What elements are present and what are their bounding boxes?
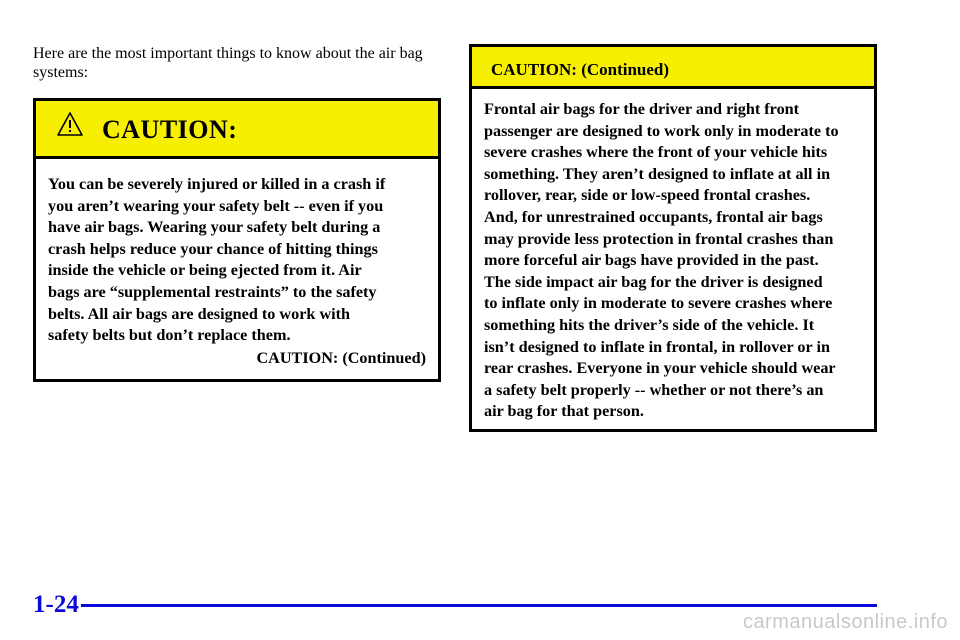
caution-continued-title: CAUTION: (Continued) xyxy=(491,60,670,79)
caution-line: safety belts but don’t replace them. xyxy=(48,326,291,345)
warning-triangle-icon xyxy=(57,112,83,136)
watermark: carmanualsonline.info xyxy=(742,611,948,633)
caution-line: inside the vehicle or being ejected from it. Air xyxy=(48,261,362,280)
caution-line: air bag for that person. xyxy=(484,402,644,421)
caution-line: passenger are designed to work only in moderate to xyxy=(484,121,839,140)
page-footer-rule xyxy=(81,604,877,607)
caution-box-left xyxy=(33,98,441,382)
caution-title: CAUTION: xyxy=(102,115,238,144)
caution-line: You can be severely injured or killed in a crash if xyxy=(48,175,386,193)
caution-line: have air bags. Wearing your safety belt during a xyxy=(48,218,381,237)
caution-body xyxy=(472,89,874,423)
caution-box-right xyxy=(469,44,877,432)
caution-line: may provide less protection in frontal crashes than xyxy=(484,229,834,248)
caution-line: Frontal air bags for the driver and right front xyxy=(484,100,800,118)
caution-line: something. They aren’t designed to inflate at all in xyxy=(484,164,831,183)
caution-line: The side impact air bag for the driver is designed xyxy=(484,272,823,291)
caution-line: And, for unrestrained occupants, frontal air bags xyxy=(484,207,823,226)
caution-line: to inflate only in moderate to severe crashes where xyxy=(484,294,833,313)
caution-header-continued xyxy=(472,47,874,89)
caution-line: isn’t designed to inflate in frontal, in rollover or in xyxy=(484,337,830,356)
caution-line: bags are “supplemental restraints” to the safety xyxy=(48,282,377,301)
caution-line: a safety belt properly -- whether or not there’s an xyxy=(484,380,824,399)
caution-line: rollover, rear, side or low-speed frontal crashes. xyxy=(484,186,811,205)
intro-paragraph: Here are the most important things to know about the air bag systems: xyxy=(33,45,423,81)
caution-line: more forceful air bags have provided in the past. xyxy=(484,251,819,270)
caution-line: rear crashes. Everyone in your vehicle should wear xyxy=(484,359,836,378)
caution-body xyxy=(36,159,438,369)
caution-line: something hits the driver’s side of the vehicle. It xyxy=(484,315,815,334)
caution-line: belts. All air bags are designed to work with xyxy=(48,304,351,323)
caution-continued-label: CAUTION: (Continued) xyxy=(256,348,426,367)
page-number: 1-24 xyxy=(33,591,79,618)
caution-line: severe crashes where the front of your vehicle hits xyxy=(484,143,828,162)
caution-line: crash helps reduce your chance of hitting things xyxy=(48,239,378,258)
caution-header xyxy=(36,101,438,159)
caution-line: you aren’t wearing your safety belt -- even if you xyxy=(48,196,384,215)
